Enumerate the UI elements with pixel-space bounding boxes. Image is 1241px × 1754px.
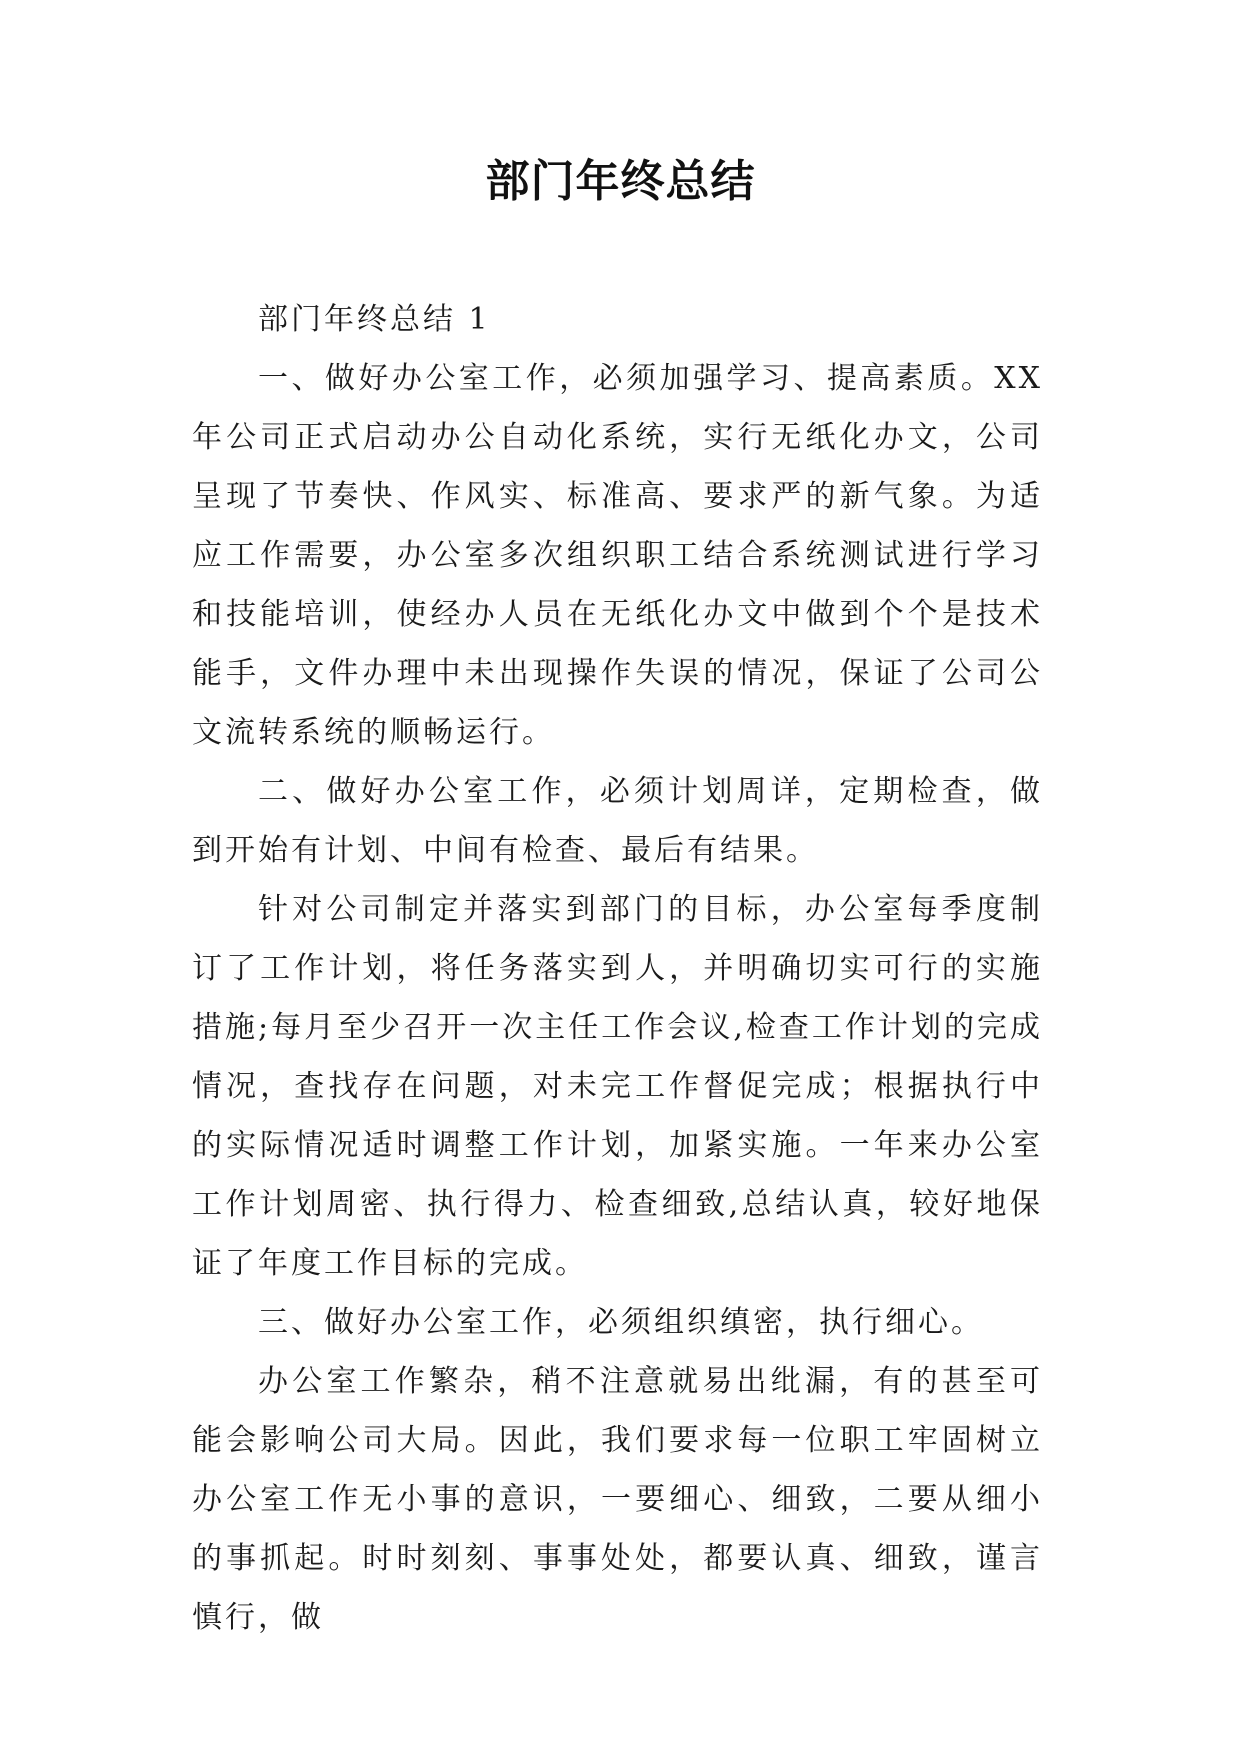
section-heading: 部门年终总结 1: [258, 302, 491, 337]
paragraph: 针对公司制定并落实到部门的目标，办公室每季度制订了工作计划，将任务落实到人，并明确切实可行的实施措施;每月至少召开一次主任工作会议,检查工作计划的完成情况，查找存在问题，对未完工作督促完成；根据执行中的实际情况适时调整工作计划，加紧实施。一年来办公室工作计划周密、执行得力、检查细致,总结认真，较好地保证了年度工作目标的完成。: [192, 892, 1043, 1281]
paragraph: 办公室工作繁杂，稍不注意就易出纰漏，有的甚至可能会影响公司大局。因此，我们要求每一位职工牢固树立办公室工作无小事的意识，一要细心、细致，二要从细小的事抓起。时时刻刻、事事处处，都要认真、细致，谨言慎行，做: [192, 1364, 1043, 1635]
document-title: 部门年终总结: [485, 156, 756, 207]
paragraph: 一、做好办公室工作，必须加强学习、提高素质。XX 年公司正式启动办公自动化系统，实行无纸化办文，公司呈现了节奏快、作风实、标准高、要求严的新气象。为适应工作需要，办公室多次组织职工结合系统测试进行学习和技能培训，使经办人员在无纸化办文中做到个个是技术能手，文件办理中未出现操作失误的情况，保证了公司公文流转系统的顺畅运行。: [192, 361, 1043, 750]
paragraph: 三、做好办公室工作，必须组织缜密，执行细心。: [258, 1305, 984, 1340]
document-body: [192, 290, 1043, 1647]
paragraph: 二、做好办公室工作，必须计划周详，定期检查，做到开始有计划、中间有检查、最后有结果。: [192, 774, 1043, 868]
